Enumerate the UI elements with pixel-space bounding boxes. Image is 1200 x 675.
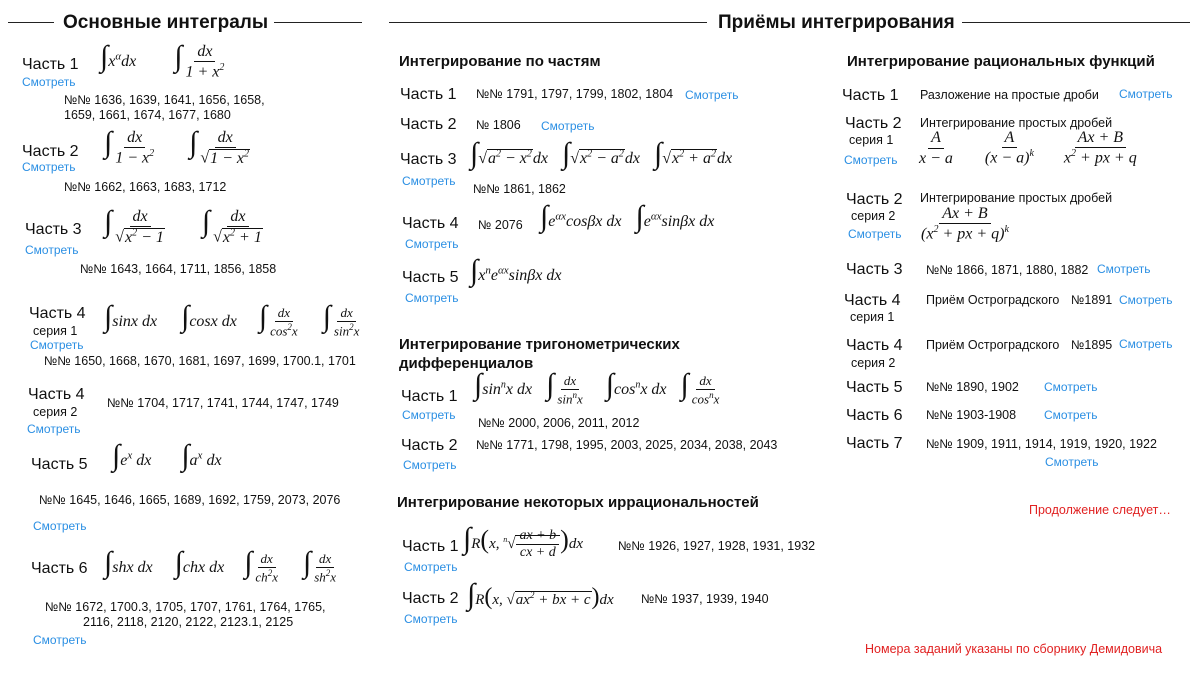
rat-p2s1-desc: Интегрирование простых дробей <box>920 116 1113 130</box>
rat-p5-nums: №№ 1890, 1902 <box>926 380 1019 394</box>
left-part6-link[interactable]: Смотреть <box>33 633 87 647</box>
rat-p7-link[interactable]: Смотреть <box>1045 455 1099 469</box>
mid-p1-nums: №№ 1791, 1797, 1799, 1802, 1804 <box>476 87 674 101</box>
rat-p2s1-label: Часть 2 <box>845 115 902 132</box>
rat-p2s2-formula: $\frac{Ax + B}{(x^2 + px + q)^k}$ <box>921 205 1009 243</box>
irr-p1-nums: №№ 1926, 1927, 1928, 1931, 1932 <box>618 539 816 553</box>
trig-p2-label: Часть 2 <box>401 437 458 454</box>
mid-p1-label: Часть 1 <box>400 86 457 103</box>
rat-p5-link[interactable]: Смотреть <box>1044 380 1098 394</box>
left-part3-nums: №№ 1643, 1664, 1711, 1856, 1858 <box>80 262 277 276</box>
irr-p2-nums: №№ 1937, 1939, 1940 <box>641 592 769 606</box>
irr-p1-label: Часть 1 <box>402 538 459 555</box>
rat-p4s2-desc: Приём Остроградского <box>926 338 1060 352</box>
left-part1-nums2: 1659, 1661, 1674, 1677, 1680 <box>64 108 231 122</box>
mid-p3-formulas: $\int√a^2 - x^2dx$ $\int√x^2 - a^2dx$ $\int√x^2 + a^2dx$ <box>470 137 733 170</box>
rat-p1-link[interactable]: Смотреть <box>1119 87 1173 101</box>
rat-p4s1-series: серия 1 <box>850 310 895 324</box>
rat-p3-label: Часть 3 <box>846 261 903 278</box>
left-part5-label: Часть 5 <box>31 456 88 473</box>
rat-p2s2-link[interactable]: Смотреть <box>848 227 902 241</box>
rat-p3-link[interactable]: Смотреть <box>1097 262 1151 276</box>
rat-p6-link[interactable]: Смотреть <box>1044 408 1098 422</box>
rat-p2s2-series: серия 2 <box>851 209 896 223</box>
left-part5-nums: №№ 1645, 1646, 1665, 1689, 1692, 1759, 2073, 2076 <box>39 493 341 507</box>
mid-p4-formulas: $\int e^{\alpha x}\cos\beta x$ dx $\int e^{\alpha x}\sin\beta x$ dx <box>540 200 715 233</box>
left-part4s2-series: серия 2 <box>33 405 78 419</box>
rat-p2s2-label: Часть 2 <box>846 191 903 208</box>
rat-p4s1-desc: Приём Остроградского <box>926 293 1060 307</box>
rat-p7-nums: №№ 1909, 1911, 1914, 1919, 1920, 1922 <box>926 437 1157 451</box>
left-part4s2-link[interactable]: Смотреть <box>27 422 81 436</box>
left-part4s1-formulas: ∫sinx dx ∫cosx dx ∫ $\frac{dx}{\cos^2x}$ ∫ $\frac{dx}{\sin^2x}$ <box>104 300 360 339</box>
rat-p4s2-series: серия 2 <box>851 356 896 370</box>
irr-p2-formula: ∫R(x, $√ax^2$ + bx + c)dx <box>467 578 614 611</box>
rat-p4s1-nums: №1891 <box>1071 293 1113 307</box>
rat-p2s1-formulas: $\frac{A}{x - a}$ $\frac{A}{(x - a)^k}$ $\frac{Ax + B}{x^2 + px + q}$ <box>919 129 1137 167</box>
mid-p3-link[interactable]: Смотреть <box>402 174 456 188</box>
rat-p4s2-label: Часть 4 <box>846 337 903 354</box>
left-part6-label: Часть 6 <box>31 560 88 577</box>
irr-p1-formula: ∫R(x, $^n$√ $\frac{ax + b}{cx + d}$ )dx <box>463 522 583 560</box>
mid-p3-nums: №№ 1861, 1862 <box>473 182 566 196</box>
left-part1-nums: №№ 1636, 1639, 1641, 1656, 1658, <box>64 93 265 107</box>
trig-p1-formulas: $\int\sin^nx$ dx ∫ $\frac{dx}{\sin^nx}$ $\int\cos^nx$ dx ∫ $\frac{dx}{\cos^nx}$ <box>474 368 720 407</box>
trig-section-title1: Интегрирование тригонометрических <box>399 336 680 353</box>
rat-section-title: Интегрирование рациональных функций <box>847 53 1155 70</box>
left-part4s1-nums: №№ 1650, 1668, 1670, 1681, 1697, 1699, 1700.1, 1701 <box>44 354 356 368</box>
mid-p4-link[interactable]: Смотреть <box>405 237 459 251</box>
left-section-title: Основные интегралы <box>63 12 269 33</box>
mid-p4-nums: № 2076 <box>478 218 523 232</box>
mid-p5-link[interactable]: Смотреть <box>405 291 459 305</box>
left-part6-nums: №№ 1672, 1700.3, 1705, 1707, 1761, 1764, 1765, <box>45 600 326 614</box>
left-part5-formulas: $\int e^x$ dx $\int a^x$ dx <box>112 439 222 472</box>
rat-p3-nums: №№ 1866, 1871, 1880, 1882 <box>926 263 1089 277</box>
left-part1-formulas: $\int x^\alpha dx$ ∫ $\frac{dx}{1 + x^2}$ <box>100 40 225 81</box>
mid-p4-label: Часть 4 <box>402 215 459 232</box>
rat-p4s2-nums: №1895 <box>1071 338 1113 352</box>
mid-p1-link[interactable]: Смотреть <box>685 88 739 102</box>
left-part6-nums2: 2116, 2118, 2120, 2122, 2123.1, 2125 <box>83 615 294 629</box>
rat-p4s2-link[interactable]: Смотреть <box>1119 337 1173 351</box>
rat-p6-nums: №№ 1903-1908 <box>926 408 1017 422</box>
irr-p2-link[interactable]: Смотреть <box>404 612 458 626</box>
rat-p7-label: Часть 7 <box>846 435 903 452</box>
left-part2-nums: №№ 1662, 1663, 1683, 1712 <box>64 180 227 194</box>
left-part3-link[interactable]: Смотреть <box>25 243 79 257</box>
continued-note: Продолжение следует… <box>1029 503 1171 517</box>
trig-section-title2: дифференциалов <box>399 355 534 372</box>
mid-p3-label: Часть 3 <box>400 151 457 168</box>
trig-p1-label: Часть 1 <box>401 388 458 405</box>
irr-section-title: Интегрирование некоторых иррациональностей <box>397 494 759 511</box>
left-part4s1-series: серия 1 <box>33 324 78 338</box>
irr-p1-link[interactable]: Смотреть <box>404 560 458 574</box>
left-part4s2-nums: №№ 1704, 1717, 1741, 1744, 1747, 1749 <box>107 396 339 410</box>
rat-p2s1-link[interactable]: Смотреть <box>844 153 898 167</box>
right-section-title: Приёмы интегрирования <box>718 12 955 33</box>
left-part4s1-link[interactable]: Смотреть <box>30 338 84 352</box>
left-part5-link[interactable]: Смотреть <box>33 519 87 533</box>
left-part1-link[interactable]: Смотреть <box>22 75 76 89</box>
mid-p2-label: Часть 2 <box>400 116 457 133</box>
rat-p6-label: Часть 6 <box>846 407 903 424</box>
rat-p1-label: Часть 1 <box>842 87 899 104</box>
mid-p5-label: Часть 5 <box>402 269 459 286</box>
rat-p4s1-label: Часть 4 <box>844 292 901 309</box>
trig-p1-link[interactable]: Смотреть <box>402 408 456 422</box>
left-part4s2-label: Часть 4 <box>28 386 85 403</box>
left-part2-link[interactable]: Смотреть <box>22 160 76 174</box>
trig-p2-link[interactable]: Смотреть <box>403 458 457 472</box>
trig-p2-nums: №№ 1771, 1798, 1995, 2003, 2025, 2034, 2038, 2043 <box>476 438 778 452</box>
rat-p1-desc: Разложение на простые дроби <box>920 88 1099 102</box>
left-part1-label: Часть 1 <box>22 56 79 73</box>
rat-p2s2-desc: Интегрирование простых дробей <box>920 191 1113 205</box>
mid-p5-formula: $\int x^ne^{\alpha x}\sin\beta x$ dx <box>470 254 562 287</box>
left-part3-label: Часть 3 <box>25 221 82 238</box>
mid-p2-link[interactable]: Смотреть <box>541 119 595 133</box>
left-part2-label: Часть 2 <box>22 143 79 160</box>
source-note: Номера заданий указаны по сборнику Демидовича <box>865 642 1163 656</box>
left-part2-formulas: ∫ $\frac{dx}{1 - x^2}$ ∫ $\frac{dx}{√1 - x^2}$ <box>104 126 250 167</box>
parts-section-title: Интегрирование по частям <box>399 53 601 70</box>
irr-p2-label: Часть 2 <box>402 590 459 607</box>
rat-p4s1-link[interactable]: Смотреть <box>1119 293 1173 307</box>
rat-p2s1-series: серия 1 <box>849 133 894 147</box>
trig-p1-nums: №№ 2000, 2006, 2011, 2012 <box>478 416 640 430</box>
left-part6-formulas: ∫shx dx ∫chx dx ∫ $\frac{dx}{ch^2x}$ ∫ $\frac{dx}{sh^2x}$ <box>104 546 337 585</box>
left-part4s1-label: Часть 4 <box>29 305 86 322</box>
left-part3-formulas: ∫ $\frac{dx}{√x^2 - 1}$ ∫ $\frac{dx}{√x^2 + 1}$ <box>104 205 262 246</box>
mid-p2-nums: № 1806 <box>476 118 521 132</box>
rat-p5-label: Часть 5 <box>846 379 903 396</box>
